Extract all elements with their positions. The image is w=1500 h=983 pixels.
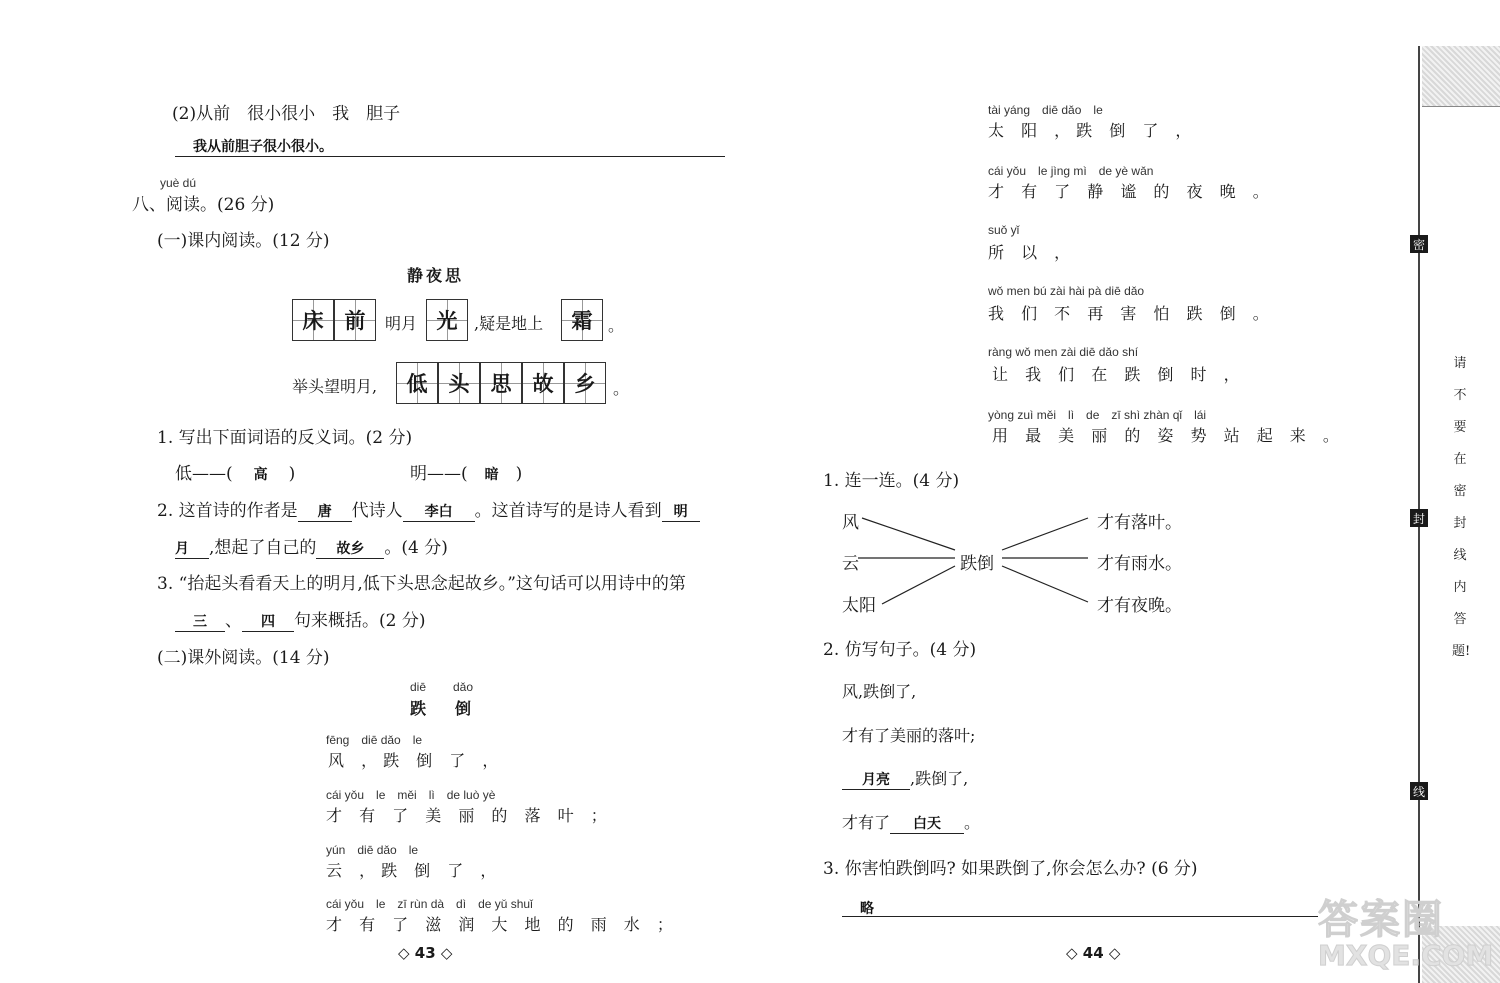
handwritten-answer: 月亮 [842,769,910,790]
answer-line [175,134,725,157]
watermark-text: 答案圈 [1318,897,1444,943]
poem-pinyin: yòng zuì měi lì de zī shì zhàn qǐ lái [988,408,1207,422]
question-3: 3. 你害怕跌倒吗? 如果跌倒了,你会怎么办? (6 分) [823,859,1198,879]
handwritten-answer: 暗 [484,467,499,483]
imitation-text: 才有了 [842,813,891,832]
question-2 [157,496,700,522]
poem-pinyin: fēng diē dǎo le [326,733,423,747]
match-right-item: 才有夜晚。 [1097,596,1182,616]
poem-pinyin: suǒ yǐ [988,223,1020,237]
imitation-text: ,跌倒了, [910,769,969,788]
handwritten-answer: 我从前胆子很小很小。 [193,139,333,155]
match-line [1002,518,1088,550]
handwritten-answer: 故乡 [316,538,384,559]
poem-pinyin: cái yǒu le zī rùn dà dì de yǔ shuǐ [326,897,533,911]
paren-close: ) [288,464,296,484]
poem-line: 才 有 了 美 丽 的 落 叶 ； [326,806,613,825]
poem-pinyin: ràng wǒ men zài diē dǎo shí [988,345,1139,359]
separator: 、 [225,611,242,631]
question-text: 2. 这首诗的作者是 [157,501,298,521]
poem2-title-char: 倒 [455,699,472,718]
poem2-title-char: 跌 [410,699,427,718]
imitation-answer-line [842,766,968,790]
seal-notice: 请不要在密封线内答题! [1452,356,1471,659]
match-right-item: 才有雨水。 [1097,554,1182,574]
imitation-answer-line [842,810,980,834]
question-2-prompt: (2)从前 很小很小 我 胆子 [172,104,401,124]
seal-mark: 线 [1410,782,1428,800]
antonym-b [410,459,522,484]
match-right-item: 才有落叶。 [1097,513,1182,533]
poem-cell: 乡 [564,362,606,404]
question-2-cont [175,533,448,559]
poem-line: 我 们 不 再 害 怕 跌 倒 。 [988,304,1275,323]
question-text: 。这首诗写的是诗人看到 [474,501,662,521]
poem-line: 才 有 了 静 谧 的 夜 晚 。 [988,182,1275,201]
question-text: 。(4 分) [384,538,448,558]
match-left-item: 风 [842,513,859,533]
antonym-label: 明——( [410,464,468,484]
match-line [882,566,955,604]
answer-line [842,896,1318,917]
handwritten-answer: 高 [253,467,268,483]
question-1: 1. 写出下面词语的反义词。(2 分) [157,428,413,448]
handwritten-answer: 略 [860,901,874,917]
poem-line: 才 有 了 滋 润 大 地 的 雨 水 ； [326,915,679,934]
poem-line: 太 阳 ，跌 倒 了 ， [988,121,1198,140]
handwritten-answer: 唐 [298,501,352,522]
question-text: 句来概括。(2 分) [294,611,426,631]
poem-pinyin: cái yǒu le měi lì de luò yè [326,788,496,802]
poem-cell: 故 [522,362,564,404]
poem-title: 静夜思 [407,266,465,285]
question-3: 3. “抬起头看看天上的明月,低下头思念起故乡。”这句话可以用诗中的第 [157,574,686,594]
question-2: 2. 仿写句子。(4 分) [823,640,977,660]
seal-mark: 密 [1410,235,1428,253]
handwritten-answer: 李白 [403,501,475,522]
seal-mark: 封 [1410,509,1428,527]
poem-cell: 光 [426,299,468,341]
antonym-a [175,459,295,484]
part-2-title: (二)课外阅读。(14 分) [157,648,330,668]
page-number: ◇ 44 ◇ [1066,944,1121,962]
imitation-line: 才有了美丽的落叶; [842,726,976,745]
poem-line: 风 ，跌 倒 了 ， [328,751,505,770]
poem-pinyin: tài yáng diē dǎo le [988,103,1103,117]
title-pinyin: diē [410,680,427,694]
poem-pinyin: yún diē dǎo le [326,843,419,857]
poem-cell: 低 [396,362,438,404]
watermark-text: MXQE.COM [1318,939,1494,972]
question-3-cont [175,606,425,632]
paren-close: ) [515,464,523,484]
poem-text: 明月 [385,314,418,333]
title-pinyin: dǎo [453,680,474,694]
imitation-text: 。 [964,813,981,832]
question-text: ,想起了自己的 [209,538,317,558]
poem-cell: 头 [438,362,480,404]
part-1-title: (一)课内阅读。(12 分) [157,231,330,251]
handwritten-answer: 白天 [890,813,964,834]
question-text: 代诗人 [351,501,403,521]
match-line [1002,566,1088,602]
poem-cell: 霜 [561,299,603,341]
section-8-title: 八、阅读。(26 分) [132,195,275,215]
poem-cell: 床 [292,299,334,341]
question-1: 1. 连一连。(4 分) [823,471,960,491]
poem-line: 让 我 们 在 跌 倒 时 ， [992,365,1246,384]
poem-line: 所 以 ， [988,243,1077,262]
match-left-item: 太阳 [842,596,876,616]
imitation-line: 风,跌倒了, [842,682,917,701]
handwritten-answer: 月 [175,538,209,559]
poem-pinyin: wǒ men bú zài hài pà diē dǎo [988,284,1145,298]
handwritten-answer: 三 [175,611,225,632]
match-left-item: 云 [842,554,859,574]
poem-line: 用 最 美 丽 的 姿 势 站 起 来 。 [992,426,1345,445]
poem-text: 。 [608,316,625,335]
poem-cell: 前 [334,299,376,341]
handwritten-answer: 四 [242,611,294,632]
section-pinyin: yuè dú [160,176,197,190]
match-center-item: 跌倒 [960,554,994,574]
match-line [862,518,955,550]
poem-text: ,疑是地上 [474,314,544,333]
poem-line: 云 ，跌 倒 了 ， [326,861,503,880]
sidebar-pattern-top [1422,46,1500,107]
poem-cell: 思 [480,362,522,404]
handwritten-answer: 明 [662,501,700,522]
poem-text: 。 [613,379,630,398]
page-number: ◇ 43 ◇ [398,944,453,962]
poem-pinyin: cái yǒu le jìng mì de yè wǎn [988,164,1154,178]
antonym-label: 低——( [175,464,233,484]
poem-text: 举头望明月, [292,377,378,396]
watermark-logo [1318,888,1500,980]
